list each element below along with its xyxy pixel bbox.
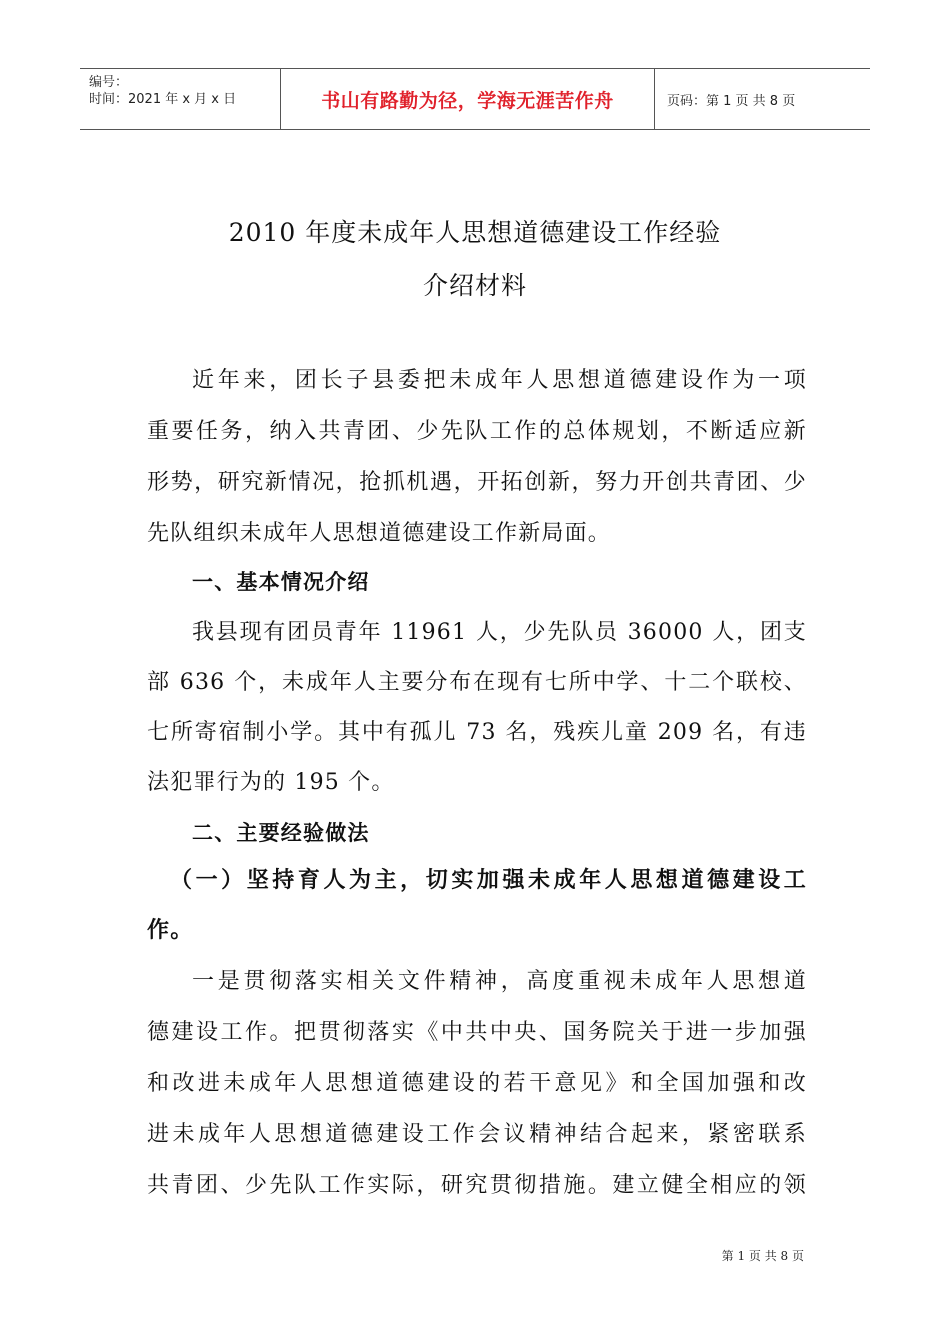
document-title-line1: 2010 年度未成年人思想道德建设工作经验 xyxy=(228,218,722,247)
subsection1-line-2: 作。 xyxy=(147,918,194,943)
section1-line-1: 我县现有团员青年 11961 人，少先队员 36000 人，团支 xyxy=(192,620,807,645)
paragraph3-line-1: 一是贯彻落实相关文件精神，高度重视未成年人思想道 xyxy=(192,969,807,994)
section2-heading: 二、主要经验做法 xyxy=(192,821,370,845)
intro-line-3: 形势，研究新情况，抢抓机遇，开拓创新，努力开创共青团、少 xyxy=(147,470,807,495)
number-label: 编号： xyxy=(89,75,129,90)
motto: 书山有路勤为径，学海无涯苦作舟 xyxy=(321,89,614,112)
header-page-cell xyxy=(655,69,870,129)
section1-heading: 一、基本情况介绍 xyxy=(192,570,370,594)
page-footer: 第 1 页 共 8 页 xyxy=(721,1249,804,1263)
paragraph3-line-2: 德建设工作。把贯彻落实《中共中央、国务院关于进一步加强 xyxy=(147,1020,807,1045)
paragraph3-line-3: 和改进未成年人思想道德建设的若干意见》和全国加强和改 xyxy=(147,1071,807,1096)
page-code: 页码：第 1 页 共 8 页 xyxy=(667,93,796,109)
paragraph3-line-4: 进未成年人思想道德建设工作会议精神结合起来，紧密联系 xyxy=(147,1122,807,1147)
intro-line-2: 重要任务，纳入共青团、少先队工作的总体规划，不断适应新 xyxy=(147,419,807,444)
time-label: 时间：2021 年 x 月 x 日 xyxy=(89,92,237,107)
section1-line-4: 法犯罪行为的 195 个。 xyxy=(147,770,395,795)
section1-line-3: 七所寄宿制小学。其中有孤儿 73 名，残疾儿童 209 名，有违 xyxy=(147,720,807,745)
page-header xyxy=(80,68,870,130)
subsection1-line-1: （一）坚持育人为主，切实加强未成年人思想道德建设工 xyxy=(170,868,807,893)
document-title-line2: 介绍材料 xyxy=(422,271,527,300)
intro-line-1: 近年来，团长子县委把未成年人思想道德建设作为一项 xyxy=(192,368,807,393)
intro-line-4: 先队组织未成年人思想道德建设工作新局面。 xyxy=(147,521,612,546)
header-meta xyxy=(80,69,280,129)
paragraph3-line-5: 共青团、少先队工作实际，研究贯彻措施。建立健全相应的领 xyxy=(147,1173,807,1198)
header-motto-cell xyxy=(280,69,655,129)
section1-line-2: 部 636 个，未成年人主要分布在现有七所中学、十二个联校、 xyxy=(147,670,807,695)
